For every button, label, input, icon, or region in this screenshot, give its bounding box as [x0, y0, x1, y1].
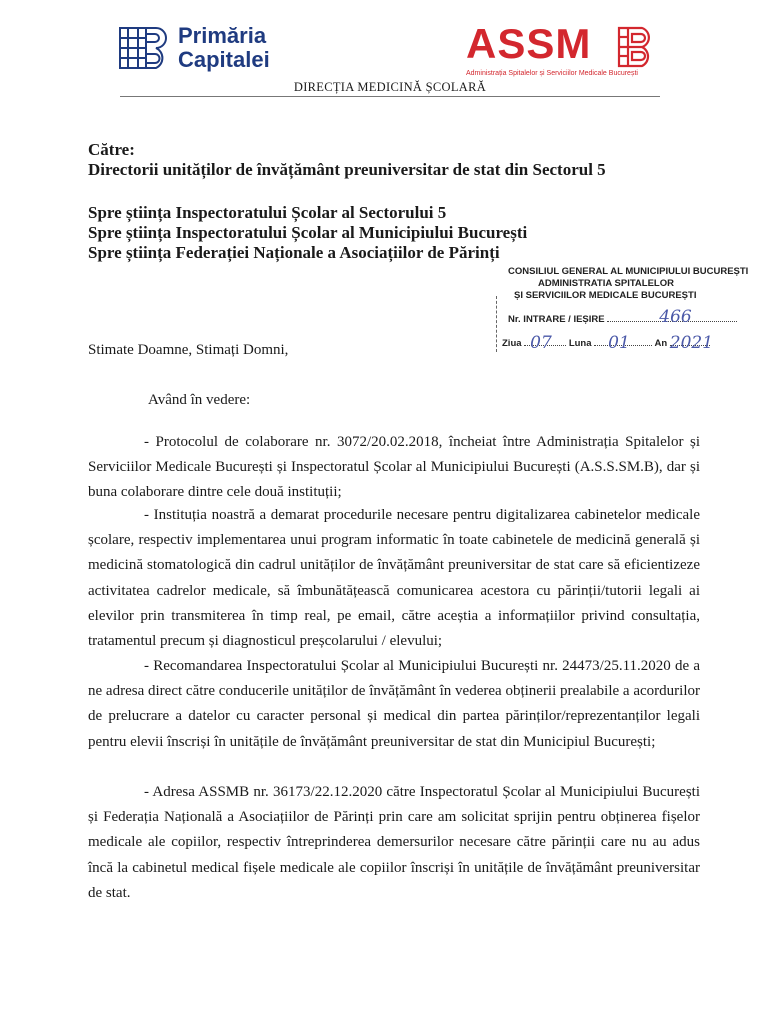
- stamp-number-value: 466: [659, 307, 692, 327]
- logo-text-primaria: Primăria: [178, 23, 267, 48]
- assmb-tagline: Administrația Spitalelor și Serviciilor Medicale București: [466, 70, 638, 77]
- stamp-border: [496, 296, 497, 352]
- city-hall-building-icon: [118, 22, 172, 74]
- body-paragraph: - Protocolul de colaborare nr. 3072/20.02.2018, încheiat între Administrația Spitalelor și Serviciilor Medicale București și Inspectoratul Școlar al Municipiului București (A.S.S.SM.B), dar și buna colaborare dintre cele două instituții;: [88, 434, 700, 501]
- stamp-day-value: 07: [530, 333, 552, 353]
- stamp-institution-line: ADMINISTRATIA SPITALELOR: [538, 278, 674, 289]
- body-paragraph: - Instituția noastră a demarat procedurile necesare pentru digitalizarea cabinetelor medicale școlare, respectiv implementarea unui program informatic în toate cabinetele de medicină generală și medicină stomatologică din cadrul unităților de învățământ preuniversitar de stat care să eficientizeze activitatea cadrelor medicale, să îmbunătățească comunicarea acestora cu părinții/tutorii legali ai elevilor prin transmiterea în timp real, pe email, către aceștia a informațiilor privind consultația, tratamentul precum și diagnosticul preșcolarului / elevului;: [88, 507, 700, 650]
- to-recipient: Directorii unităților de învățământ preuniversitar de stat din Sectorul 5: [88, 160, 606, 179]
- body-paragraph: - Adresa ASSMB nr. 36173/22.12.2020 către Inspectoratul Școlar al Municipiului București și Federația Națională a Asociațiilor de Părinți prin care am solicitat sprijin pentru obținerea fișelor medicale ale copiilor, respectiv întreprinderea demersurilor necesare către părinții care nu au adus încă la cabinetul medical fișele medicale ale copiilor înscriși în unitățile de învățământ preuniversitar de stat.: [88, 784, 700, 901]
- cc-line: Spre știința Federației Naționale a Asociațiilor de Părinți: [88, 243, 500, 262]
- assmb-b-emblem-icon: [616, 26, 660, 68]
- stamp-month-label: Luna: [568, 338, 592, 349]
- assmb-logo-text: ASSM: [466, 20, 592, 67]
- assmb-logo: [466, 22, 676, 82]
- considering-intro: Având în vedere:: [148, 392, 251, 408]
- salutation: Stimate Doamne, Stimați Domni,: [88, 342, 289, 358]
- primaria-capitalei-logo: [118, 22, 318, 78]
- department-heading: DIRECȚIA MEDICINĂ ȘCOLARĂ: [293, 80, 487, 94]
- stamp-institution-line: CONSILIUL GENERAL AL MUNICIPIULUI BUCUREȘTI: [508, 266, 749, 277]
- cc-line: Spre știința Inspectoratului Școlar al Municipiului București: [88, 223, 528, 242]
- to-label: Către:: [88, 140, 135, 159]
- stamp-year-value: 2021: [669, 333, 714, 353]
- body-paragraph: - Recomandarea Inspectoratului Școlar al Municipiului București nr. 24473/25.11.2020 de a ne adresa direct către conducerile unităților de învățământ în vederea obținerii prealabile a acordurilor de prelucrare a datelor cu caracter personal și medical din partea părinților/reprezentanților legali pentru elevii înscriși în unitățile de învățământ preuniversitar de stat din Municipiul București;: [88, 658, 700, 750]
- registration-stamp: [492, 266, 752, 358]
- stamp-day-label: Ziua: [502, 338, 522, 349]
- stamp-number-label: Nr. INTRARE / IEȘIRE: [508, 314, 605, 325]
- logo-text-capitalei: Capitalei: [178, 47, 270, 72]
- stamp-month-value: 01: [608, 333, 630, 353]
- stamp-date-row: [502, 333, 714, 353]
- stamp-year-label: An: [654, 338, 668, 349]
- cc-line: Spre știința Inspectoratului Școlar al Sectorului 5: [88, 203, 447, 222]
- header-divider: [120, 96, 660, 97]
- stamp-institution-line: ȘI SERVICIILOR MEDICALE BUCUREȘTI: [514, 290, 697, 301]
- stamp-number-row: [508, 307, 737, 327]
